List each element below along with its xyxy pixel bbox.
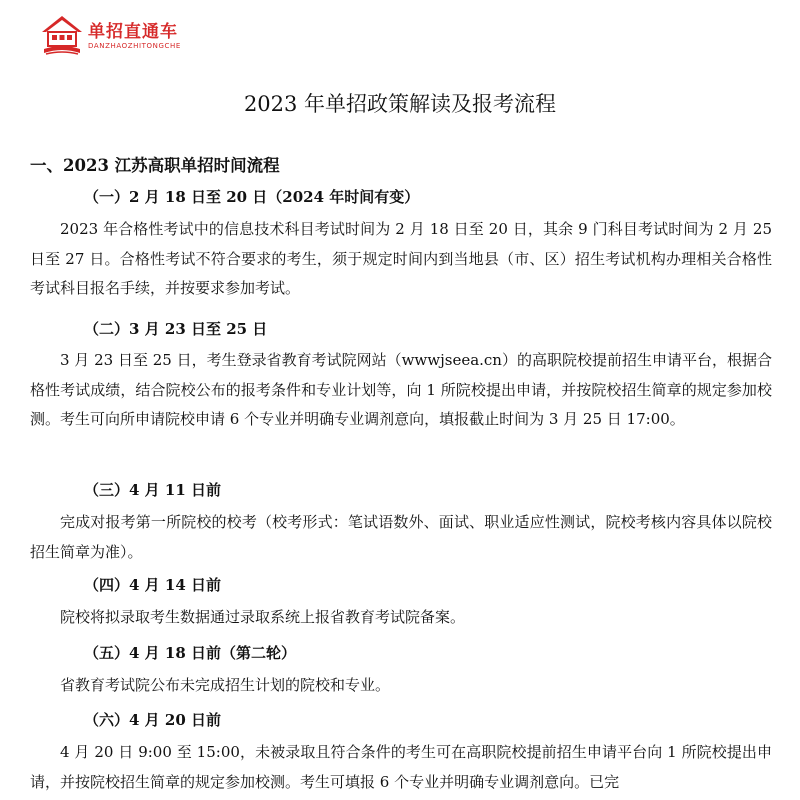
item-heading-5: （五）4 月 18 日前（第二轮）	[84, 644, 296, 662]
item-paragraph-6: 4 月 20 日 9:00 至 15:00，未被录取且符合条件的考生可在高职院校提前招生申请平台向 1 所院校提出申请，并按院校招生简章的规定参加校测。考生可填报 6 个专业并明确专业调剂意向。已完	[30, 743, 772, 791]
item-heading-2: （二）3 月 23 日至 25 日	[84, 320, 268, 338]
item-paragraph-3: 完成对报考第一所院校的校考（校考形式：笔试语数外、面试、职业适应性测试，院校考核内容具体以院校招生简章为准）。	[30, 513, 772, 561]
document-title: 2023 年单招政策解读及报考流程	[243, 92, 557, 116]
logo-subtitle: DANZHAOZHITONGCHE	[88, 42, 181, 50]
item-heading-1: （一）2 月 18 日至 20 日（2024 年时间有变）	[84, 188, 420, 206]
item-paragraph-4: 院校将拟录取考生数据通过录取系统上报省教育考试院备案。	[60, 608, 466, 626]
section-heading: 一、2023 江苏高职单招时间流程	[30, 156, 280, 175]
item-paragraph-5: 省教育考试院公布未完成招生计划的院校和专业。	[60, 676, 391, 694]
item-paragraph-1: 2023 年合格性考试中的信息技术科目考试时间为 2 月 18 日至 20 日，其余 9 门科目考试时间为 2 月 25 日至 27 日。合格性考试不符合要求的考生，须于规定时间内到当地县（市、区）招生考试机构办理相关合格性考试科目报名手续，并按要求参加考试。	[30, 220, 772, 297]
brand-logo	[38, 12, 198, 58]
item-heading-4: （四）4 月 14 日前	[84, 576, 221, 594]
school-house-logo-icon	[38, 12, 86, 58]
item-heading-6: （六）4 月 20 日前	[84, 711, 221, 729]
logo-name: 单招直通车	[88, 22, 178, 42]
item-heading-3: （三）4 月 11 日前	[84, 481, 221, 499]
item-paragraph-2: 3 月 23 日至 25 日，考生登录省教育考试院网站（wwwjseea.cn）的高职院校提前招生申请平台，根据合格性考试成绩，结合院校公布的报考条件和专业计划等，向 1 所院校提出申请，并按院校招生简章的规定参加校测。考生可向所申请院校申请 6 个专业并明确专业调剂意向，填报截止时间为 3 月 25 日 17:00。	[30, 351, 772, 428]
